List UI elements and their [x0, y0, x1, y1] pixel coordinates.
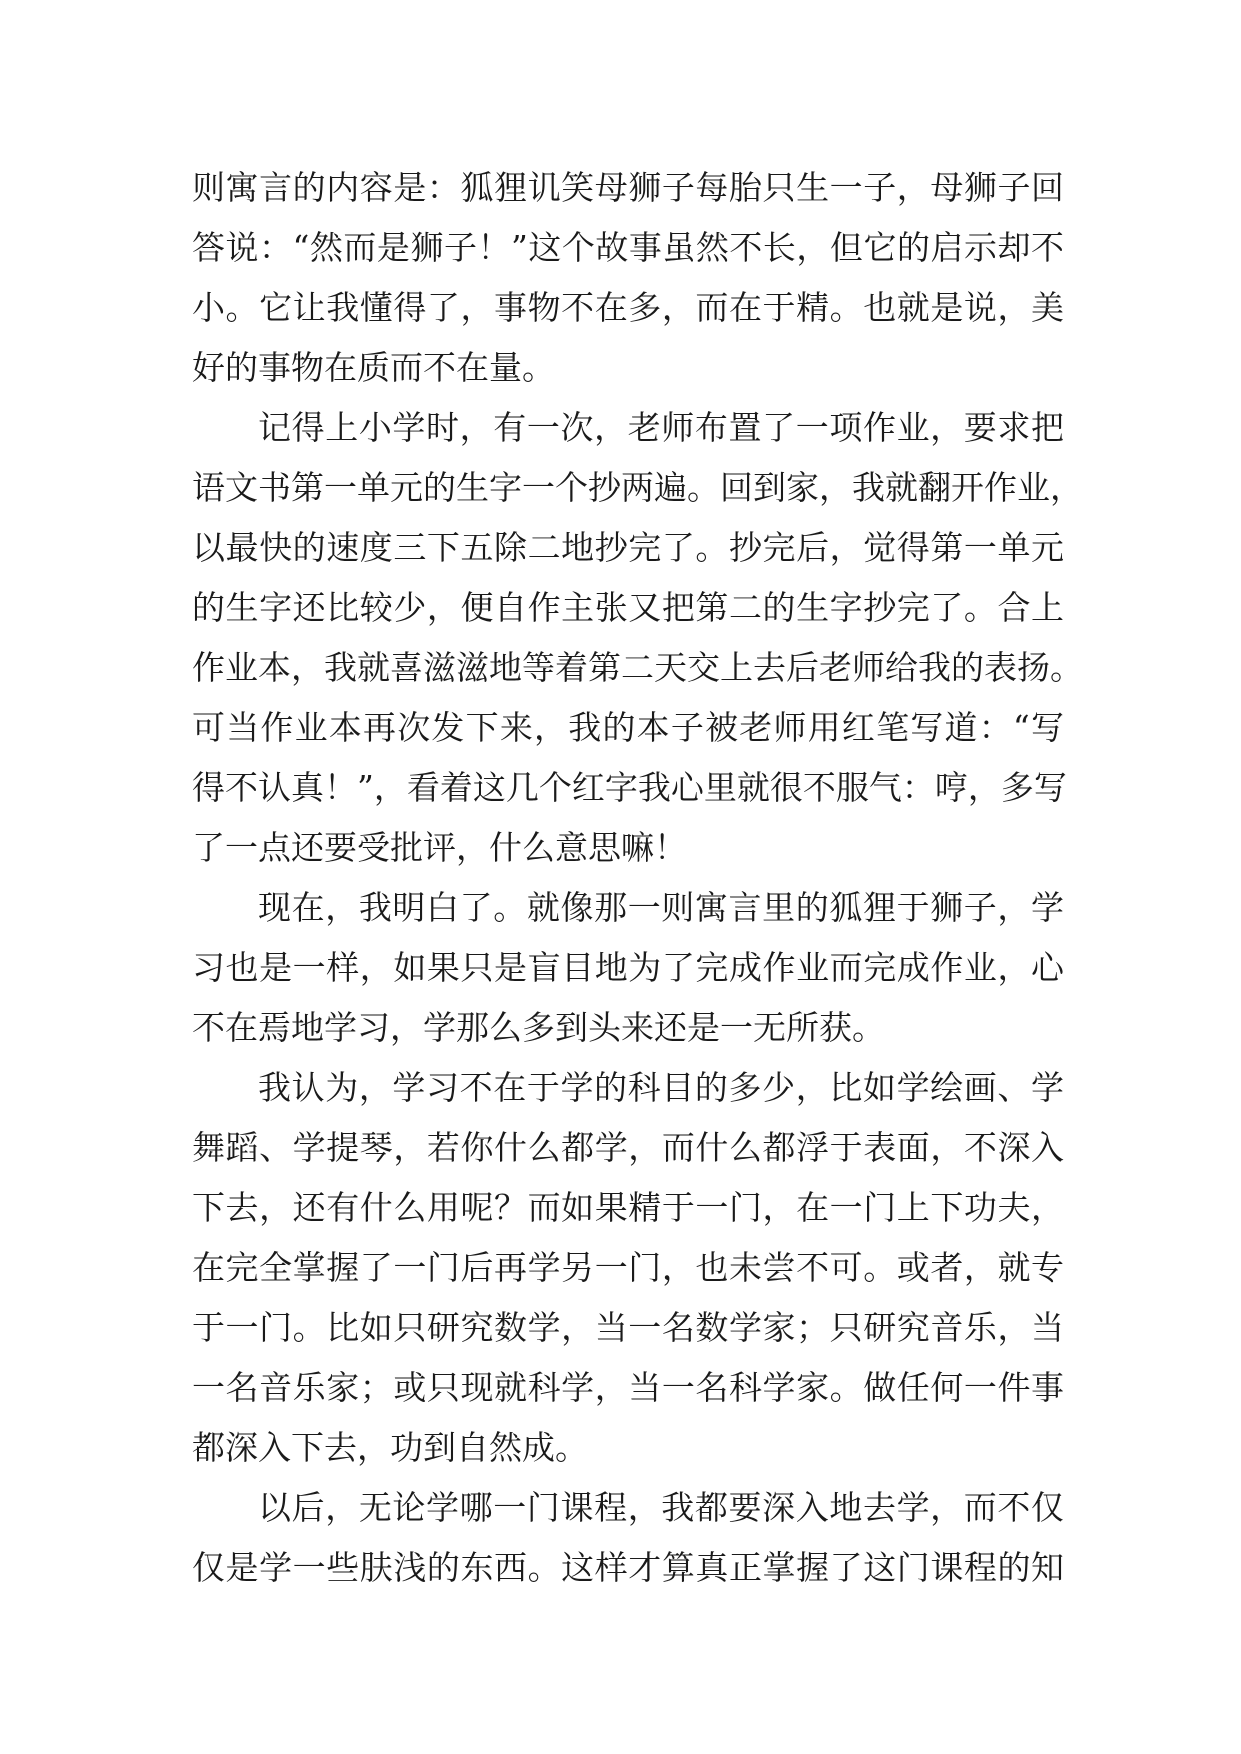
text-line: 于一门。比如只研究数学，当一名数学家；只研究音乐，当: [192, 1308, 1064, 1347]
paragraph-first-line: 以后，无论学哪一门课程，我都要深入地去学，而不仅: [258, 1488, 1064, 1527]
essay-body: [192, 158, 1083, 1598]
text-line: 一名音乐家；或只现就科学，当一名科学家。做任何一件事: [192, 1368, 1064, 1407]
text-line: 作业本，我就喜滋滋地等着第二天交上去后老师给我的表扬。: [192, 648, 1083, 687]
paragraph-first-line: 我认为，学习不在于学的科目的多少，比如学绘画、学: [258, 1068, 1064, 1107]
text-line: 则寓言的内容是：狐狸讥笑母狮子每胎只生一子，母狮子回: [192, 168, 1064, 207]
paragraph-first-line: 记得上小学时，有一次，老师布置了一项作业，要求把: [258, 408, 1064, 447]
text-line: 小。它让我懂得了，事物不在多，而在于精。也就是说，美: [192, 288, 1064, 327]
text-line: 得不认真！”，看着这几个红字我心里就很不服气：哼，多写: [192, 768, 1067, 807]
text-line: 好的事物在质而不在量。: [192, 348, 555, 387]
text-line: 仅是学一些肤浅的东西。这样才算真正掌握了这门课程的知: [192, 1548, 1064, 1587]
text-line: 答说：“然而是狮子！”这个故事虽然不长，但它的启示却不: [192, 228, 1064, 267]
text-line: 习也是一样，如果只是盲目地为了完成作业而完成作业，心: [192, 948, 1064, 987]
text-line: 可当作业本再次发下来，我的本子被老师用红笔写道：“写: [192, 708, 1064, 747]
text-line: 在完全掌握了一门后再学另一门，也未尝不可。或者，就专: [192, 1248, 1064, 1287]
text-line: 以最快的速度三下五除二地抄完了。抄完后，觉得第一单元: [192, 528, 1064, 567]
text-line: 不在焉地学习，学那么多到头来还是一无所获。: [192, 1008, 885, 1047]
text-line: 舞蹈、学提琴，若你什么都学，而什么都浮于表面，不深入: [192, 1128, 1064, 1167]
text-line: 了一点还要受批评，什么意思嘛！: [192, 828, 687, 867]
paragraph-first-line: 现在，我明白了。就像那一则寓言里的狐狸于狮子，学: [258, 888, 1064, 927]
text-line: 语文书第一单元的生字一个抄两遍。回到家，我就翻开作业，: [192, 468, 1083, 507]
text-line: 的生字还比较少，便自作主张又把第二的生字抄完了。合上: [192, 588, 1064, 627]
text-line: 下去，还有什么用呢？而如果精于一门，在一门上下功夫，: [192, 1188, 1064, 1227]
text-line: 都深入下去，功到自然成。: [192, 1428, 588, 1467]
